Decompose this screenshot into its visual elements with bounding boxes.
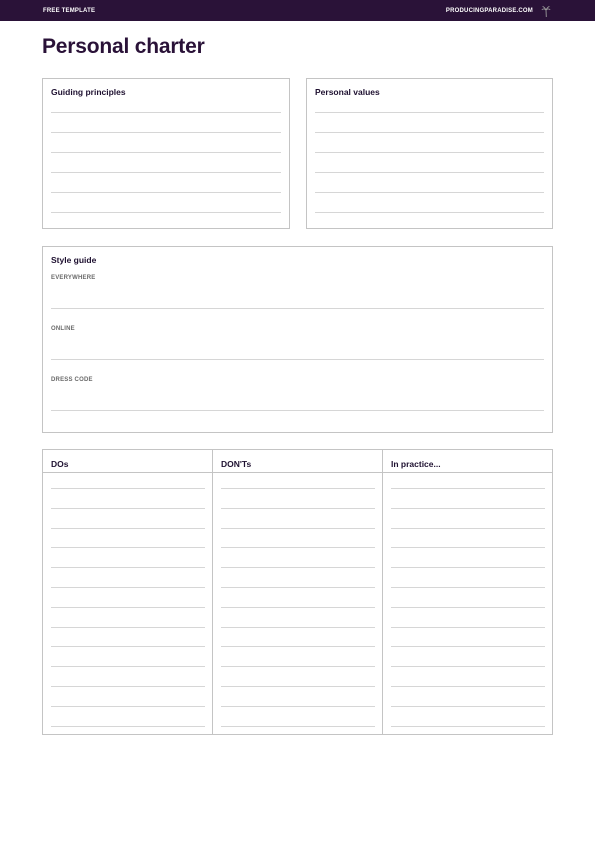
dos-line[interactable]: [51, 488, 205, 489]
donts-line[interactable]: [221, 686, 375, 687]
dos-header: DOs: [51, 459, 69, 469]
donts-line[interactable]: [221, 587, 375, 588]
dos-line[interactable]: [51, 627, 205, 628]
header-divider: [43, 472, 552, 473]
dos-line[interactable]: [51, 567, 205, 568]
dos-line[interactable]: [51, 706, 205, 707]
dos-line[interactable]: [51, 528, 205, 529]
column-divider: [382, 450, 383, 734]
donts-line[interactable]: [221, 488, 375, 489]
writing-line[interactable]: [315, 112, 544, 113]
in-practice-line[interactable]: [391, 528, 545, 529]
in-practice-line[interactable]: [391, 686, 545, 687]
dress-code-label: DRESS CODE: [51, 377, 93, 383]
dos-line[interactable]: [51, 666, 205, 667]
page-title: Personal charter: [42, 35, 205, 58]
writing-line[interactable]: [51, 192, 281, 193]
top-banner: [0, 0, 595, 21]
dos-line[interactable]: [51, 726, 205, 727]
writing-line[interactable]: [315, 192, 544, 193]
writing-line[interactable]: [51, 212, 281, 213]
guiding-principles-title: Guiding principles: [51, 87, 126, 97]
personal-values-title: Personal values: [315, 87, 380, 97]
donts-line[interactable]: [221, 547, 375, 548]
donts-line[interactable]: [221, 627, 375, 628]
in-practice-line[interactable]: [391, 567, 545, 568]
in-practice-line[interactable]: [391, 627, 545, 628]
writing-line[interactable]: [315, 172, 544, 173]
online-field[interactable]: [51, 359, 544, 360]
writing-line[interactable]: [51, 172, 281, 173]
writing-line[interactable]: [51, 152, 281, 153]
free-template-label: FREE TEMPLATE: [43, 7, 96, 14]
everywhere-field[interactable]: [51, 308, 544, 309]
in-practice-line[interactable]: [391, 607, 545, 608]
donts-line[interactable]: [221, 646, 375, 647]
in-practice-line[interactable]: [391, 666, 545, 667]
donts-column: [213, 450, 383, 734]
donts-header: DON'Ts: [221, 459, 252, 469]
personal-values-box: [306, 78, 553, 229]
in-practice-line[interactable]: [391, 488, 545, 489]
dos-donts-table: [42, 449, 553, 735]
donts-line[interactable]: [221, 607, 375, 608]
column-divider: [212, 450, 213, 734]
writing-line[interactable]: [315, 132, 544, 133]
donts-line[interactable]: [221, 666, 375, 667]
dos-line[interactable]: [51, 607, 205, 608]
style-guide-title: Style guide: [51, 255, 97, 265]
site-brand: [446, 5, 551, 17]
in-practice-column: [383, 450, 553, 734]
donts-line[interactable]: [221, 508, 375, 509]
site-url[interactable]: PRODUCINGPARADISE.COM: [445, 7, 533, 14]
in-practice-line[interactable]: [391, 646, 545, 647]
dos-line[interactable]: [51, 646, 205, 647]
dos-line[interactable]: [51, 587, 205, 588]
dos-column: [43, 450, 213, 734]
dos-line[interactable]: [51, 508, 205, 509]
dos-line[interactable]: [51, 686, 205, 687]
writing-line[interactable]: [315, 212, 544, 213]
in-practice-header: In practice...: [391, 459, 441, 469]
style-guide-box: [42, 246, 553, 433]
in-practice-line[interactable]: [391, 547, 545, 548]
in-practice-line[interactable]: [391, 726, 545, 727]
donts-line[interactable]: [221, 726, 375, 727]
dos-line[interactable]: [51, 547, 205, 548]
writing-line[interactable]: [315, 152, 544, 153]
donts-line[interactable]: [221, 528, 375, 529]
guiding-principles-box: [42, 78, 290, 229]
writing-line[interactable]: [51, 112, 281, 113]
donts-line[interactable]: [221, 567, 375, 568]
writing-line[interactable]: [51, 132, 281, 133]
dress-code-field[interactable]: [51, 410, 544, 411]
everywhere-label: EVERYWHERE: [51, 275, 96, 281]
palm-tree-icon: [541, 5, 551, 17]
donts-line[interactable]: [221, 706, 375, 707]
in-practice-line[interactable]: [391, 508, 545, 509]
in-practice-line[interactable]: [391, 587, 545, 588]
in-practice-line[interactable]: [391, 706, 545, 707]
online-label: ONLINE: [51, 326, 75, 332]
